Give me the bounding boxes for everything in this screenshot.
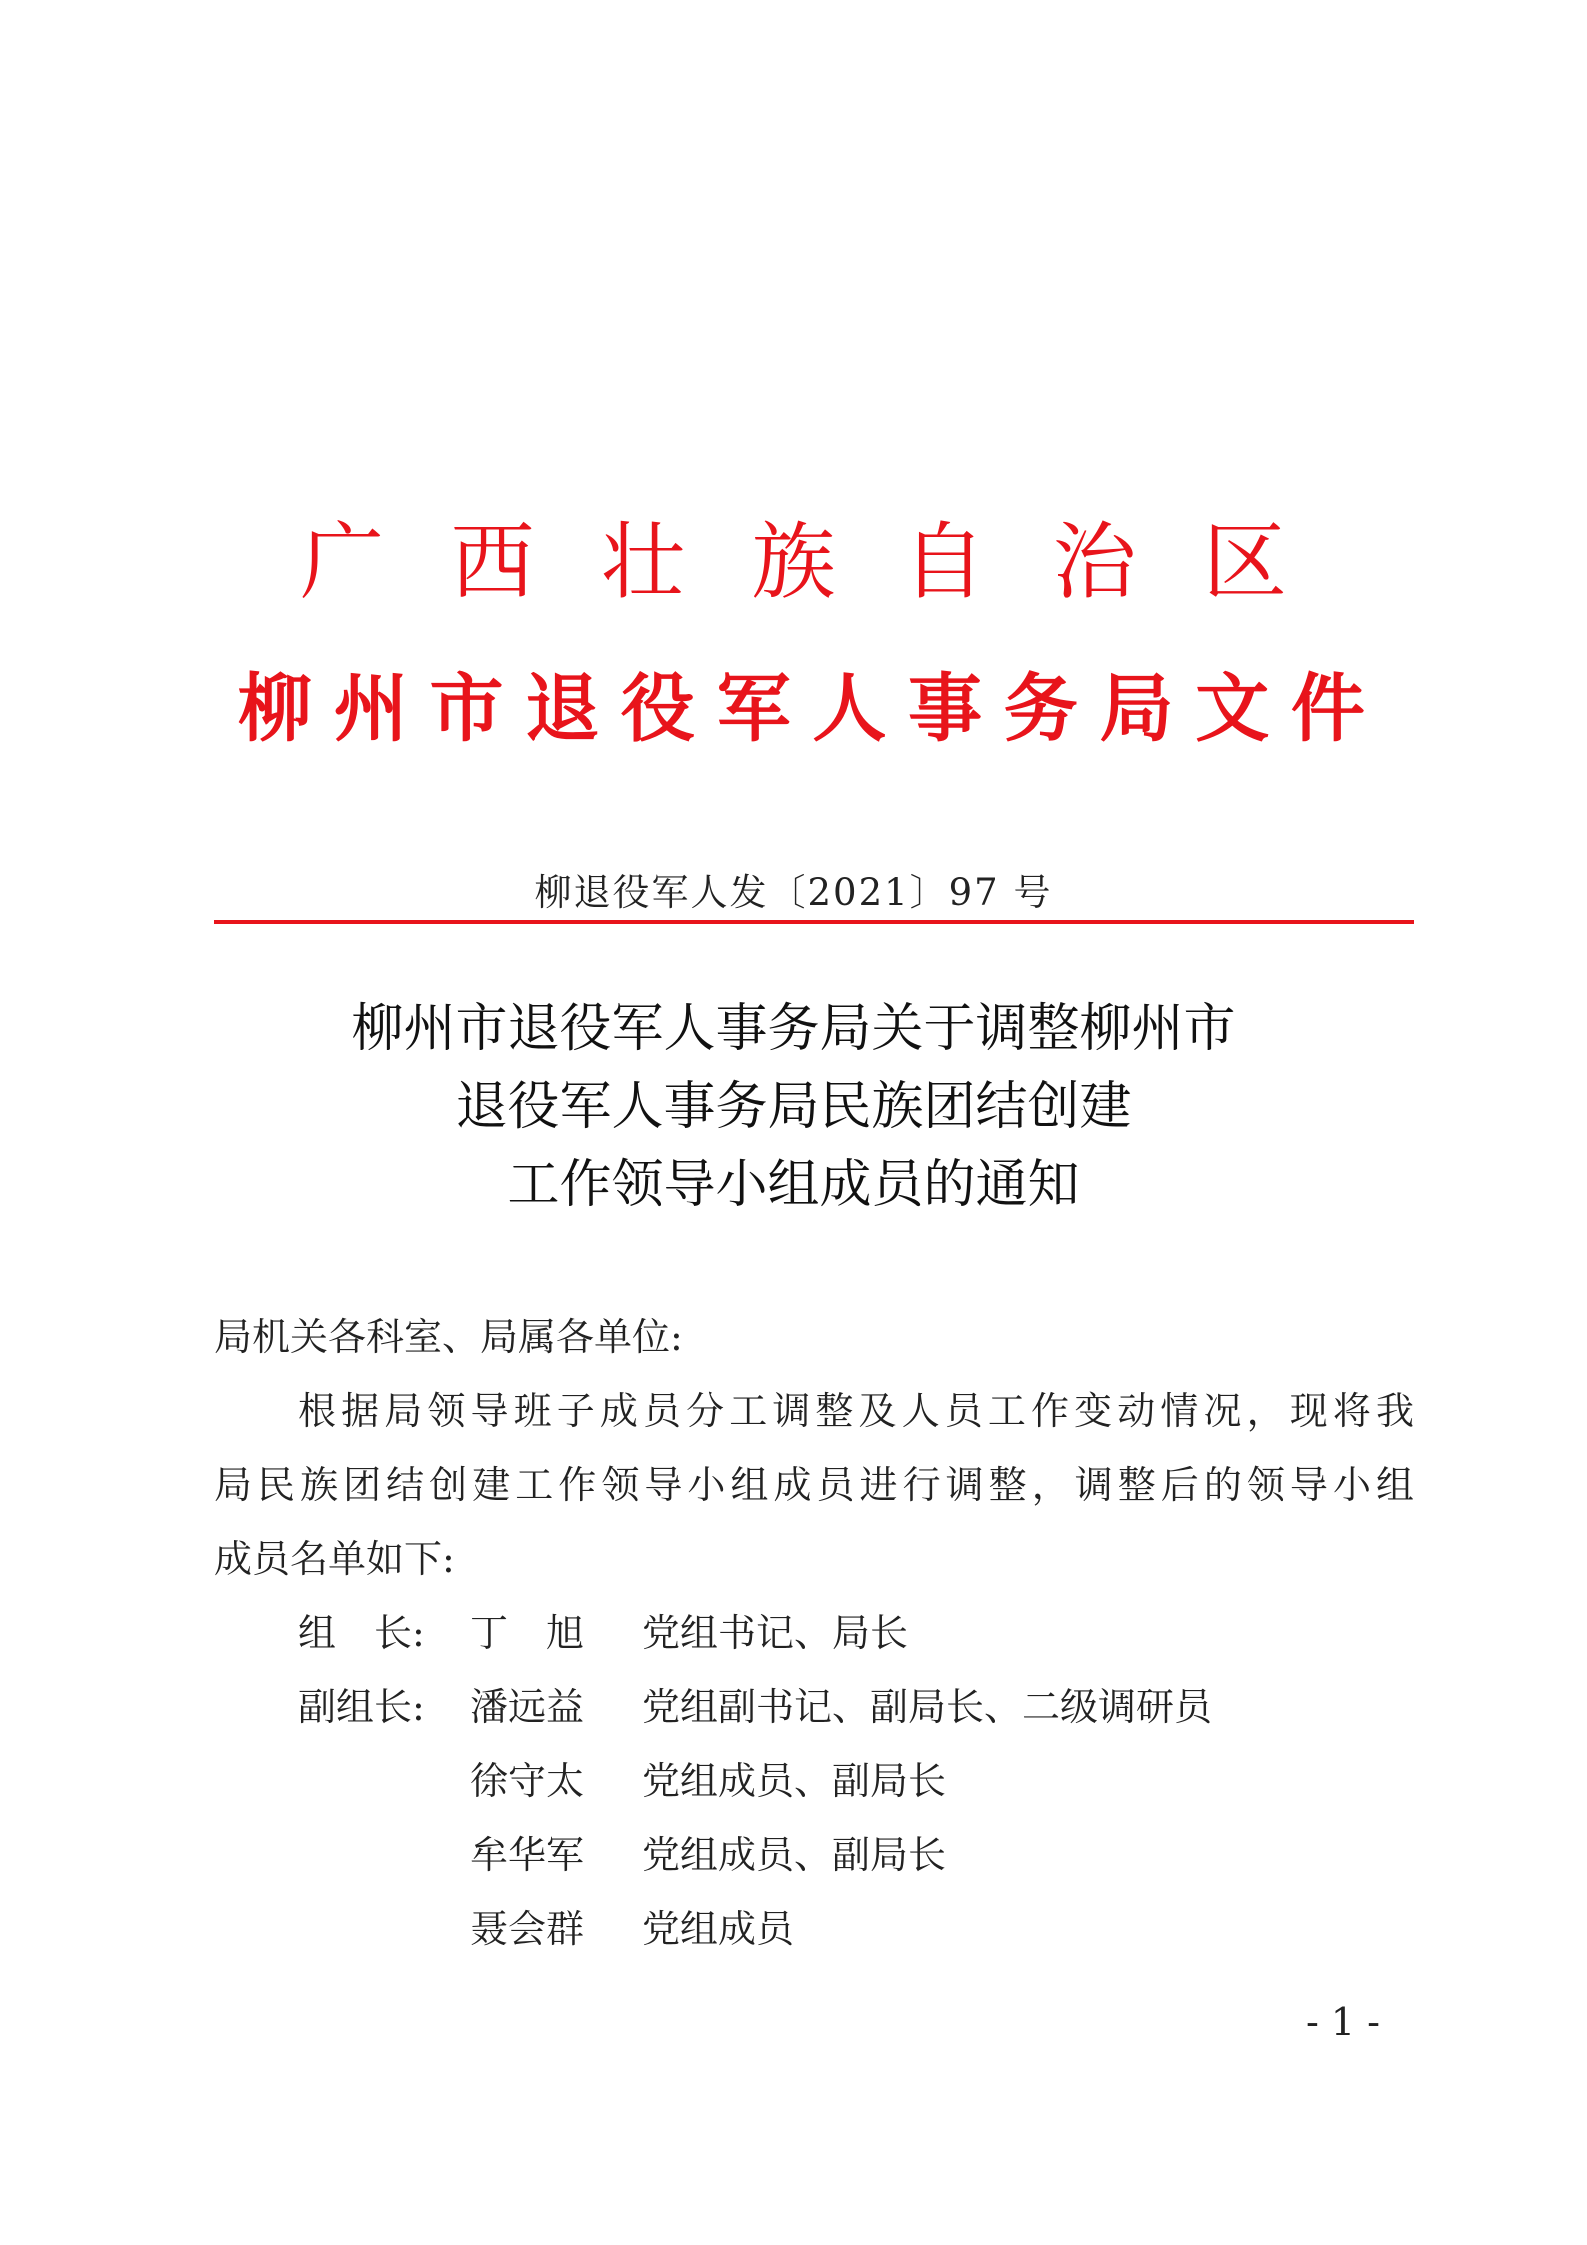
- member-name: 聂会群: [470, 1907, 585, 1951]
- header-char: 市: [429, 666, 504, 752]
- member-duty: 党组副书记、副局长、二级调研员: [642, 1685, 1213, 1729]
- header-char: 退: [525, 666, 600, 752]
- header-char: 柳: [238, 666, 312, 752]
- member-duty: 党组书记、局长: [642, 1611, 909, 1655]
- header-char: 事: [908, 666, 983, 752]
- member-name: 徐守太: [470, 1759, 585, 1803]
- header-char: 族: [751, 512, 836, 611]
- page-number: - 1 -: [1305, 2000, 1380, 2044]
- header-char: 广: [300, 512, 385, 611]
- member-name: 牟华军: [470, 1833, 585, 1877]
- document-number: 柳退役军人发〔2021〕97 号: [534, 871, 1053, 914]
- member-name: 丁 旭: [470, 1611, 585, 1655]
- member-row: [214, 1670, 1414, 1744]
- header-char: 局: [1099, 666, 1174, 752]
- header-char: 文: [1195, 666, 1270, 752]
- member-role: [298, 1892, 470, 1966]
- member-row: [214, 1818, 1414, 1892]
- member-role: [298, 1818, 470, 1892]
- title-line: 柳州市退役军人事务局关于调整柳州市: [351, 999, 1236, 1059]
- document-body: [214, 1300, 1414, 1966]
- title-line: 工作领导小组成员的通知: [507, 1155, 1080, 1215]
- member-duty: 党组成员、副局长: [642, 1833, 947, 1877]
- header-char: 壮: [600, 512, 685, 611]
- header-char: 件: [1290, 666, 1365, 752]
- header-char: 役: [620, 666, 695, 752]
- header-char: 务: [1003, 666, 1078, 752]
- header-line-region: [300, 500, 1287, 610]
- member-row: [214, 1892, 1414, 1966]
- header-char: 治: [1052, 512, 1137, 611]
- red-divider-line: [214, 920, 1414, 924]
- header-char: 军: [716, 666, 791, 752]
- paragraph-line: 成员名单如下:: [214, 1537, 455, 1581]
- header-char: 西: [450, 512, 535, 611]
- paragraph-line: 局民族团结创建工作领导小组成员进行调整，调整后的领导小组: [214, 1463, 1414, 1507]
- paragraph-line: 根据局领导班子成员分工调整及人员工作变动情况，现将我: [298, 1389, 1414, 1433]
- header-char: 州: [333, 666, 408, 752]
- title-line: 退役军人事务局民族团结创建: [455, 1077, 1132, 1137]
- salutation: 局机关各科室、局属各单位:: [214, 1315, 683, 1359]
- member-role: 组 长:: [298, 1611, 425, 1655]
- document-title: [0, 990, 1587, 1224]
- member-duty: 党组成员、副局长: [642, 1759, 947, 1803]
- header-line-bureau: [238, 648, 1365, 758]
- header-char: 人: [812, 666, 887, 752]
- member-duty: 党组成员: [642, 1907, 795, 1951]
- header-char: 自: [901, 512, 986, 611]
- member-role: 副组长:: [298, 1685, 425, 1729]
- member-role: [298, 1744, 470, 1818]
- member-row: [214, 1744, 1414, 1818]
- header-char: 区: [1202, 512, 1287, 611]
- member-row: [214, 1596, 1414, 1670]
- member-name: 潘远益: [470, 1685, 585, 1729]
